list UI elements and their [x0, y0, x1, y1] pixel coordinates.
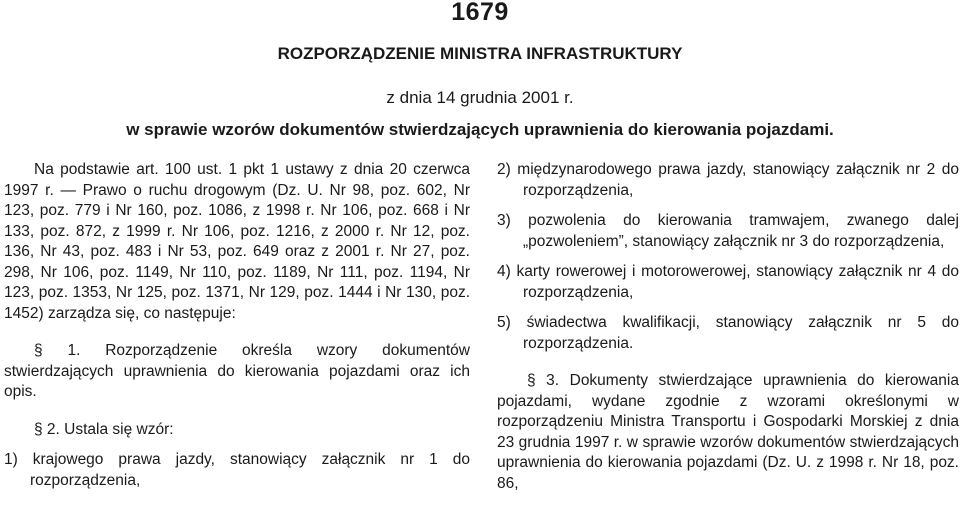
section-1-paragraph: § 1. Rozporządzenie określa wzory dokumentów stwierdzających uprawnienia do kierowania pojazdami oraz ich opis. [4, 342, 470, 400]
page-number: 1679 [451, 0, 509, 26]
list-item: 3) pozwolenia do kierowania tramwajem, zwanego dalej „pozwoleniem”, stanowiący załącznik nr 3 do rozporządzenia, [497, 212, 959, 250]
document-date: z dnia 14 grudnia 2001 r. [386, 88, 574, 107]
preamble-paragraph: Na podstawie art. 100 ust. 1 pkt 1 ustawy z dnia 20 czerwca 1997 r. — Prawo o ruchu drogowym (Dz. U. Nr 98, poz. 602, Nr 123, poz. 779 i Nr 160, poz. 1086, z 1998 r. Nr 106, poz. 668 i Nr 133, poz. 872, z 1999 r. Nr 106, poz. 1216, z 2000 r. Nr 12, poz. 136, Nr 43, poz. 483 i Nr 53, poz. 649 oraz z 2001 r. Nr 27, poz. 298, Nr 106, poz. 1149, Nr 110, poz. 1189, Nr 111, poz. 1194, Nr 123, poz. 1353, Nr 125, poz. 1371, Nr 129, poz. 1444 i Nr 130, poz. 1452) zarządza się, co następuje: [4, 161, 470, 322]
document-title: ROZPORZĄDZENIE MINISTRA INFRASTRUKTURY [277, 44, 683, 63]
section-3-paragraph: § 3. Dokumenty stwierdzające uprawnienia do kierowania pojazdami, wydane zgodnie z wzorami określonymi w rozporządzeniu Ministra Transportu i Gospodarki Morskiej z dnia 23 grudnia 1997 r. w sprawie wzorów dokumentów stwierdzających uprawnienia do kierowania pojazdami (Dz. U. z 1998 r. Nr 18, poz. 86, [497, 372, 959, 492]
left-column [4, 160, 470, 491]
list-item: 5) świadectwa kwalifikacji, stanowiący załącznik nr 5 do rozporządzenia. [497, 314, 959, 352]
section-2-paragraph: § 2. Ustala się wzór: [34, 420, 174, 438]
right-column [497, 160, 959, 494]
document-subject: w sprawie wzorów dokumentów stwierdzających uprawnienia do kierowania pojazdami. [126, 120, 834, 139]
list-item: 2) międzynarodowego prawa jazdy, stanowiący załącznik nr 2 do rozporządzenia, [497, 161, 959, 199]
list-item: 1) krajowego prawa jazdy, stanowiący załącznik nr 1 do rozporządzenia, [4, 451, 470, 489]
list-item: 4) karty rowerowej i motorowerowej, stanowiący załącznik nr 4 do rozporządzenia, [497, 263, 959, 301]
